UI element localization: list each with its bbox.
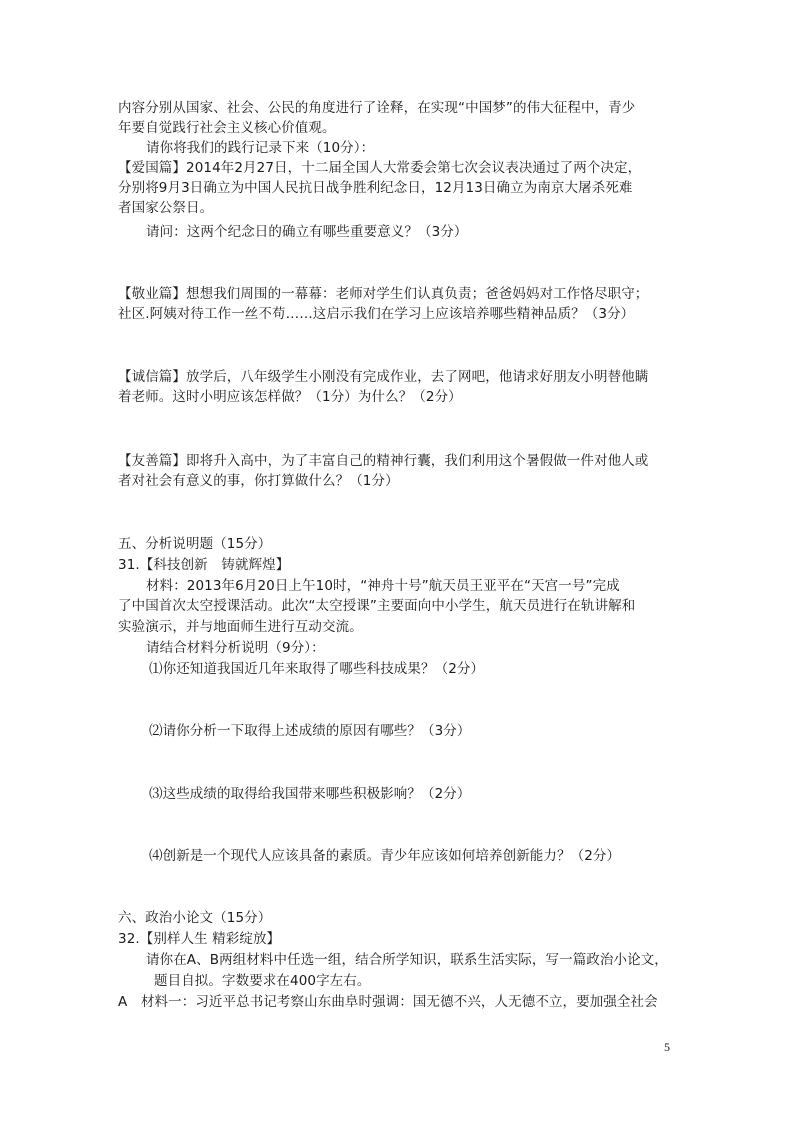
text-line: 了中国首次太空授课活动。此次“太空授课”主要面向中小学生，航天员进行在轨讲解和	[118, 598, 636, 614]
text-line: 请问：这两个纪念日的确立有哪些重要意义？（3分）	[146, 224, 468, 240]
text-line: 请你将我们的践行记录下来（10分）：	[146, 140, 375, 156]
question-title: 31.【科技创新 铸就辉煌】	[118, 557, 290, 573]
section-heading: 五、分析说明题（15分）	[118, 536, 272, 552]
text-line: 材料：2013年6月20日上午10时，“神舟十号”航天员王亚平在“天宫一号”完成	[146, 578, 620, 594]
text-line: 实验演示，并与地面师生进行互动交流。	[118, 619, 363, 635]
text-line: 【爱国篇】2014年2月27日，十二届全国人大常委会第七次会议表决通过了两个决定，	[118, 160, 642, 176]
text-line: 请结合材料分析说明（9分）：	[146, 640, 325, 656]
text-line: A 材料一：习近平总书记考察山东曲阜时强调：国无德不兴，人无德不立，要加强全社会	[118, 994, 658, 1010]
sub-question: ⑶这些成绩的取得给我国带来哪些积极影响？（2分）	[149, 786, 471, 802]
text-line: 【友善篇】即将升入高中，为了丰富自己的精神行囊，我们利用这个暑假做一件对他人或	[118, 453, 649, 469]
text-line: 者对社会有意义的事，你打算做什么？（1分）	[118, 473, 399, 489]
question-title: 32.【别样人生 精彩绽放】	[118, 931, 281, 947]
sub-question: ⑷创新是一个现代人应该具备的素质。青少年应该如何培养创新能力？（2分）	[149, 848, 621, 864]
text-line: 【诚信篇】放学后，八年级学生小刚没有完成作业，去了网吧，他请求好朋友小明替他瞒	[118, 369, 649, 385]
text-line: 年要自觉践行社会主义核心价值观。	[118, 120, 336, 136]
page-number: 5	[664, 1040, 670, 1054]
text-line: 者国家公祭日。	[118, 200, 214, 216]
text-line: 请你在A、B两组材料中任选一组，结合所学知识，联系生活实际，写一篇政治小论文，	[146, 952, 668, 968]
text-line: 【敬业篇】想想我们周围的一幕幕：老师对学生们认真负责；爸爸妈妈对工作恪尽职守；	[118, 286, 649, 302]
text-line: 题目自拟。字数要求在400字左右。	[154, 973, 371, 989]
section-heading: 六、政治小论文（15分）	[118, 910, 272, 926]
sub-question: ⑴你还知道我国近几年来取得了哪些科技成果？（2分）	[149, 661, 485, 677]
text-line: 社区.阿姨对待工作一丝不苟……这启示我们在学习上应该培养哪些精神品质？（3分）	[118, 306, 635, 322]
sub-question: ⑵请你分析一下取得上述成绩的原因有哪些？（3分）	[149, 723, 471, 739]
text-line: 分别将9月3日确立为中国人民抗日战争胜利纪念日，12月13日确立为南京大屠杀死难	[118, 180, 633, 196]
text-line: 着老师。这时小明应该怎样做？（1分）为什么？（2分）	[118, 389, 462, 405]
text-line: 内容分别从国家、社会、公民的角度进行了诠释，在实现“中国梦”的伟大征程中，青少	[118, 100, 636, 116]
